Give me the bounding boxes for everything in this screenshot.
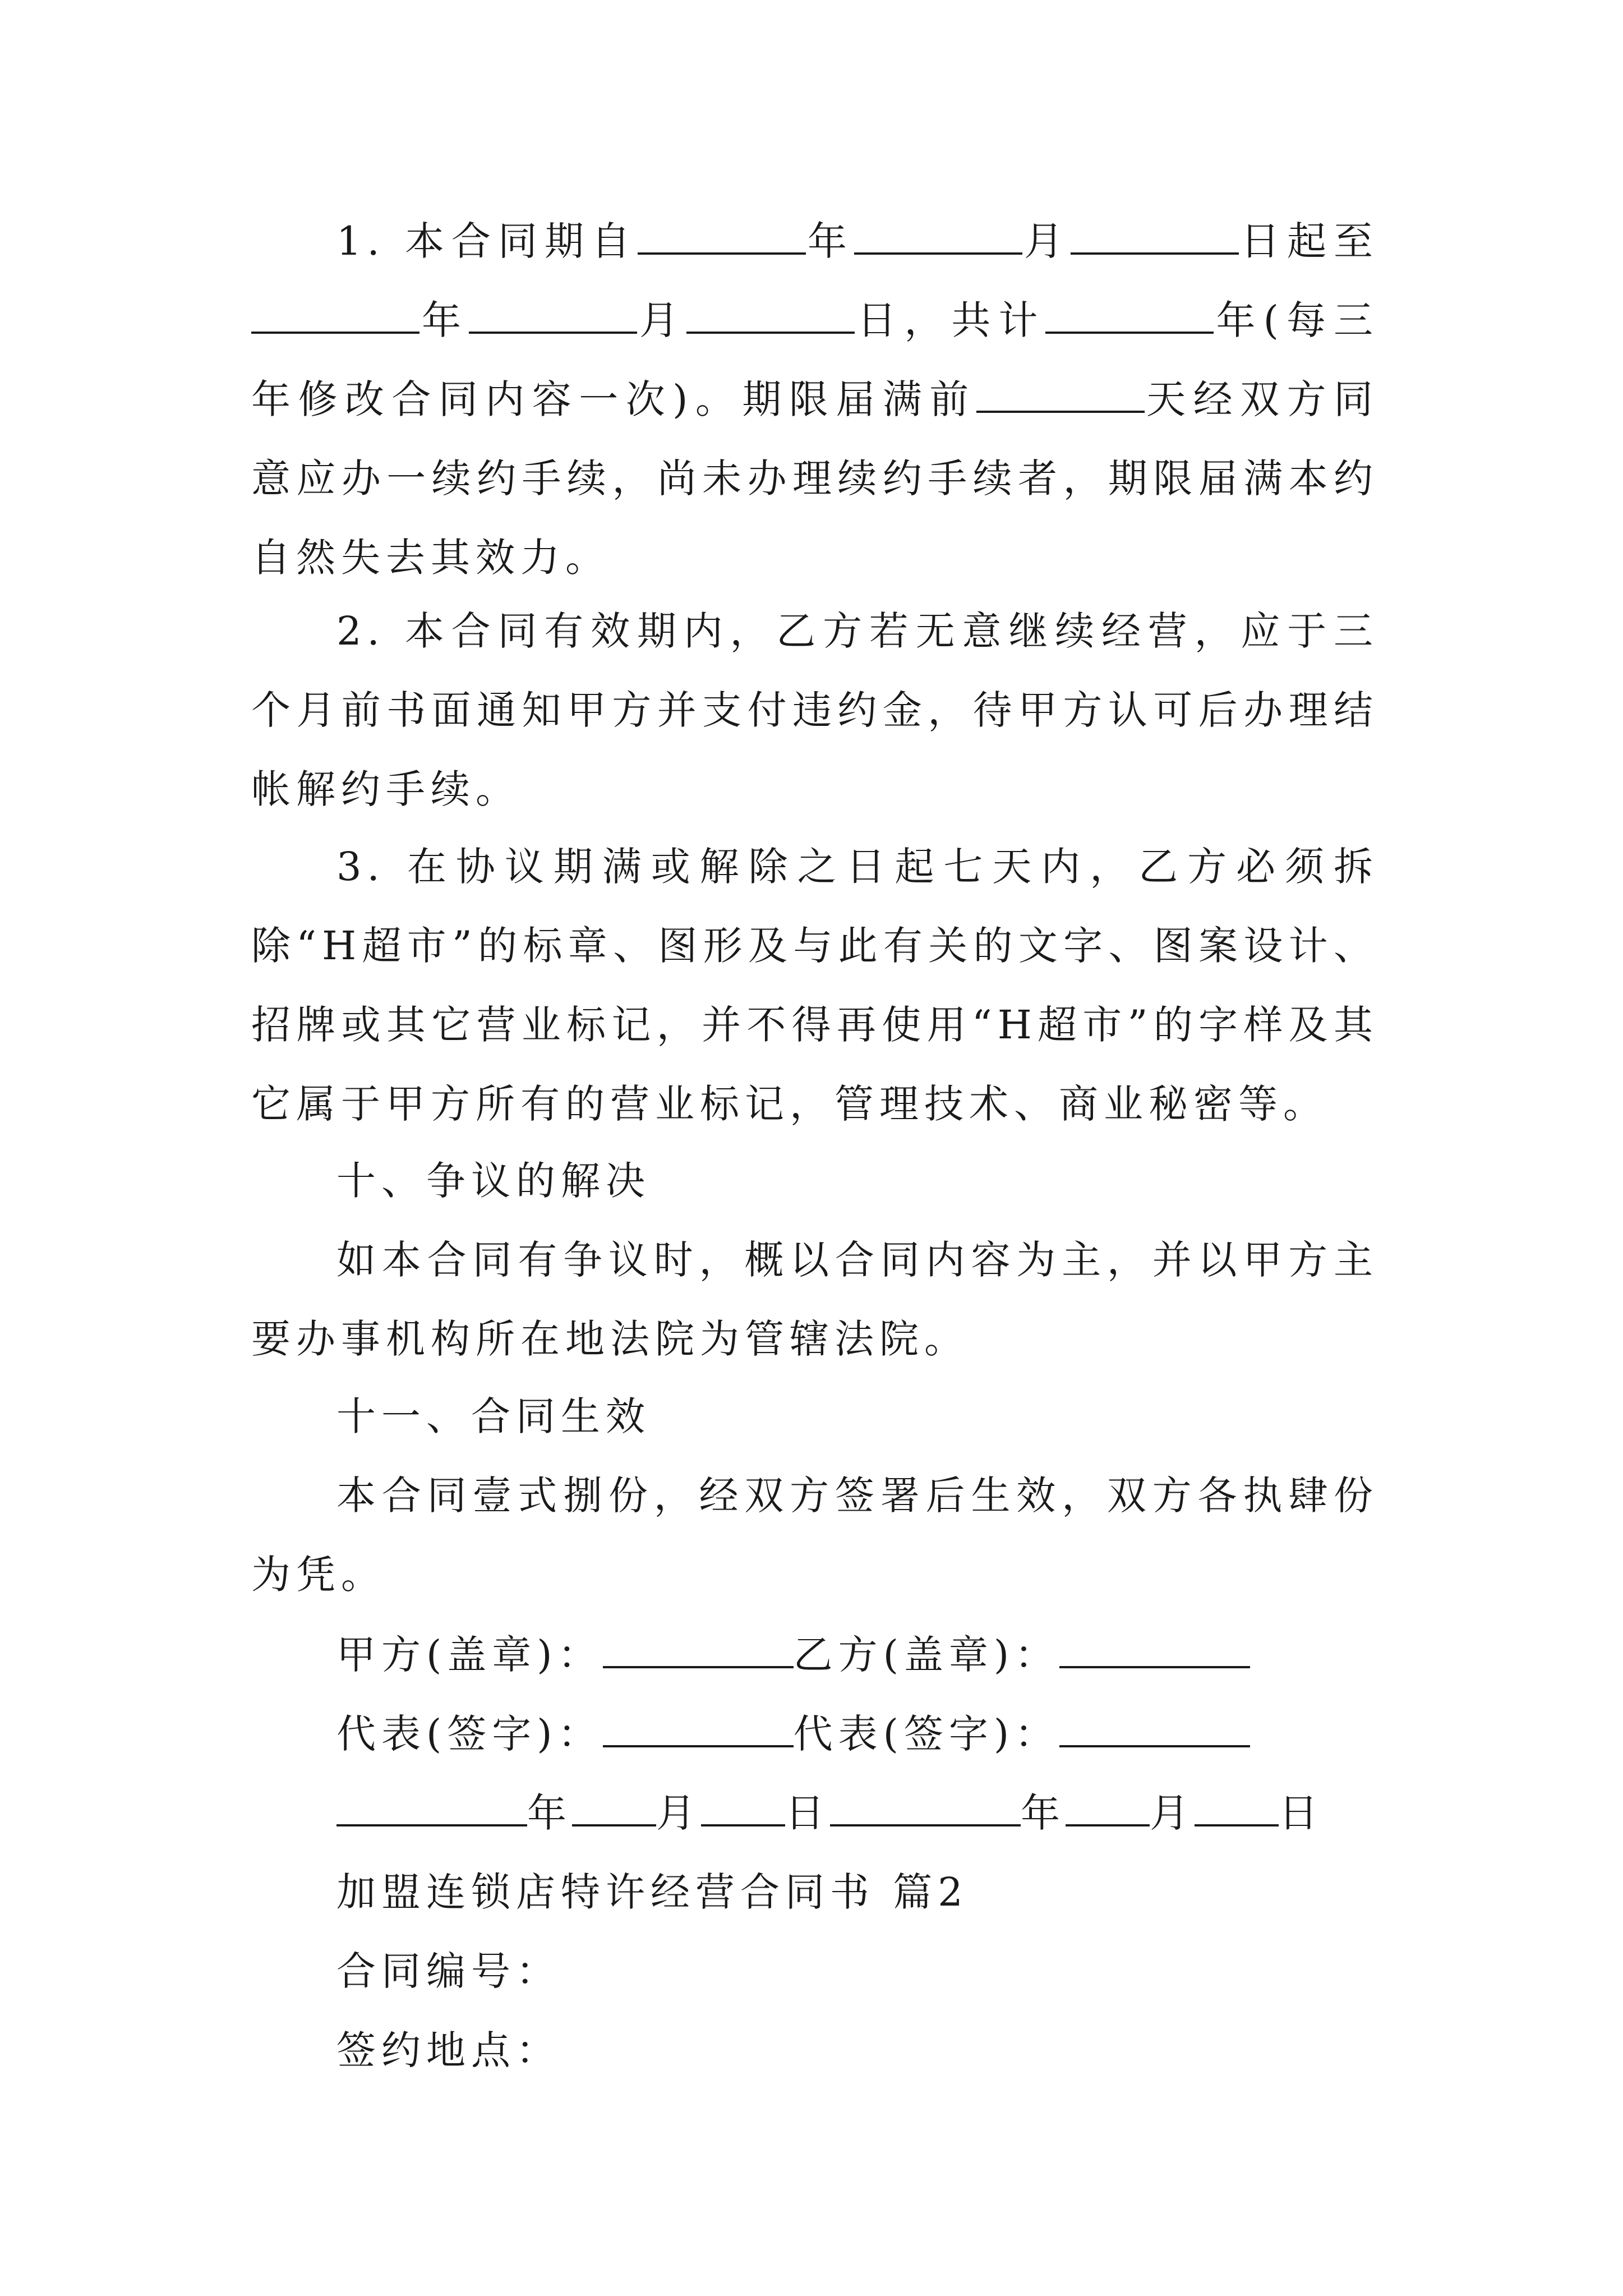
end-day-blank	[686, 299, 855, 334]
date-b-month: 月	[1150, 1790, 1195, 1836]
date-a-month: 月	[656, 1790, 701, 1836]
clause-1-renewal: 年(每三年修改合同内容一次)。期限届满前	[251, 297, 1379, 422]
section-11-heading: 十一、合同生效	[336, 1393, 651, 1439]
section-10-heading: 十、争议的解决	[336, 1158, 651, 1204]
date-b-year-blank	[830, 1792, 1021, 1826]
clause-3: 3. 在协议期满或解除之日起七天内，乙方必须拆除“H超市”的标章、图形及与此有关的文字、图案设计、招牌或其它营业标记，并不得再使用“H超市”的字样及其它属于甲方所有的营业标记，管理技术、商业秘密等。	[251, 844, 1378, 1127]
signing-place-label: 签约地点：	[336, 2027, 561, 2073]
clause-1-tail: 天经双方同意应办一续约手续，尚未办理续约手续者，期限届满本约自然失去其效力。	[251, 376, 1379, 581]
section-11-body: 本合同壹式捌份，经双方签署后生效，双方各执肆份为凭。	[251, 1473, 1378, 1598]
party-b-rep-blank	[1059, 1713, 1250, 1747]
total-years-blank	[1045, 299, 1214, 334]
date-a-year-blank	[336, 1792, 527, 1826]
party-a-rep-label: 代表(签字)：	[336, 1711, 603, 1757]
clause-1-month: 月	[1022, 218, 1071, 264]
clause-1-paragraph	[251, 202, 1378, 597]
date-a-day: 日	[785, 1790, 830, 1836]
end-year-blank	[251, 299, 419, 334]
clause-1	[251, 202, 1378, 597]
party-b-seal-blank	[1059, 1634, 1250, 1668]
start-day-blank	[1071, 220, 1239, 255]
section-11	[251, 1377, 1378, 1614]
clause-3-paragraph	[251, 827, 1378, 1144]
date-b-day-blank	[1195, 1792, 1279, 1826]
notice-days-blank	[976, 378, 1145, 413]
clause-2-paragraph	[251, 592, 1378, 829]
next-contract-title: 加盟连锁店特许经营合同书 篇2	[336, 1869, 969, 1915]
clause-1-text: 1. 本合同期自	[336, 218, 638, 264]
section-10	[251, 1142, 1378, 1379]
end-month-blank	[469, 299, 637, 334]
party-b-rep-label: 代表(签字)：	[793, 1711, 1060, 1757]
party-a-seal-blank	[603, 1634, 794, 1668]
date-a-year: 年	[527, 1790, 572, 1836]
date-b-year: 年	[1021, 1790, 1066, 1836]
start-month-blank	[854, 220, 1022, 255]
party-a-rep-blank	[603, 1713, 794, 1747]
signature-block	[251, 1616, 1378, 2090]
start-year-blank	[638, 220, 806, 255]
seal-line	[251, 1616, 1378, 1695]
party-a-seal-label: 甲方(盖章)：	[336, 1632, 603, 1678]
clause-2: 2. 本合同有效期内，乙方若无意继续经营，应于三个月前书面通知甲方并支付违约金，待甲方认可后办理结帐解约手续。	[251, 608, 1378, 812]
clause-1-year: 年	[806, 218, 855, 264]
clause-1-total: 日，共计	[855, 297, 1046, 343]
date-b-month-blank	[1066, 1792, 1150, 1826]
date-b-day: 日	[1279, 1790, 1324, 1836]
clause-1-end-month: 月	[637, 297, 687, 343]
clause-1-day-from: 日起至	[1239, 218, 1379, 264]
date-a-day-blank	[701, 1792, 785, 1826]
party-b-seal-label: 乙方(盖章)：	[793, 1632, 1060, 1678]
date-line	[251, 1774, 1378, 1853]
section-10-body: 如本合同有争议时，概以合同内容为主，并以甲方主要办事机构所在地法院为管辖法院。	[251, 1237, 1378, 1362]
contract-number-label: 合同编号：	[336, 1948, 561, 1994]
clause-1-end-year: 年	[419, 297, 469, 343]
representative-line	[251, 1695, 1378, 1774]
date-a-month-blank	[572, 1792, 656, 1826]
